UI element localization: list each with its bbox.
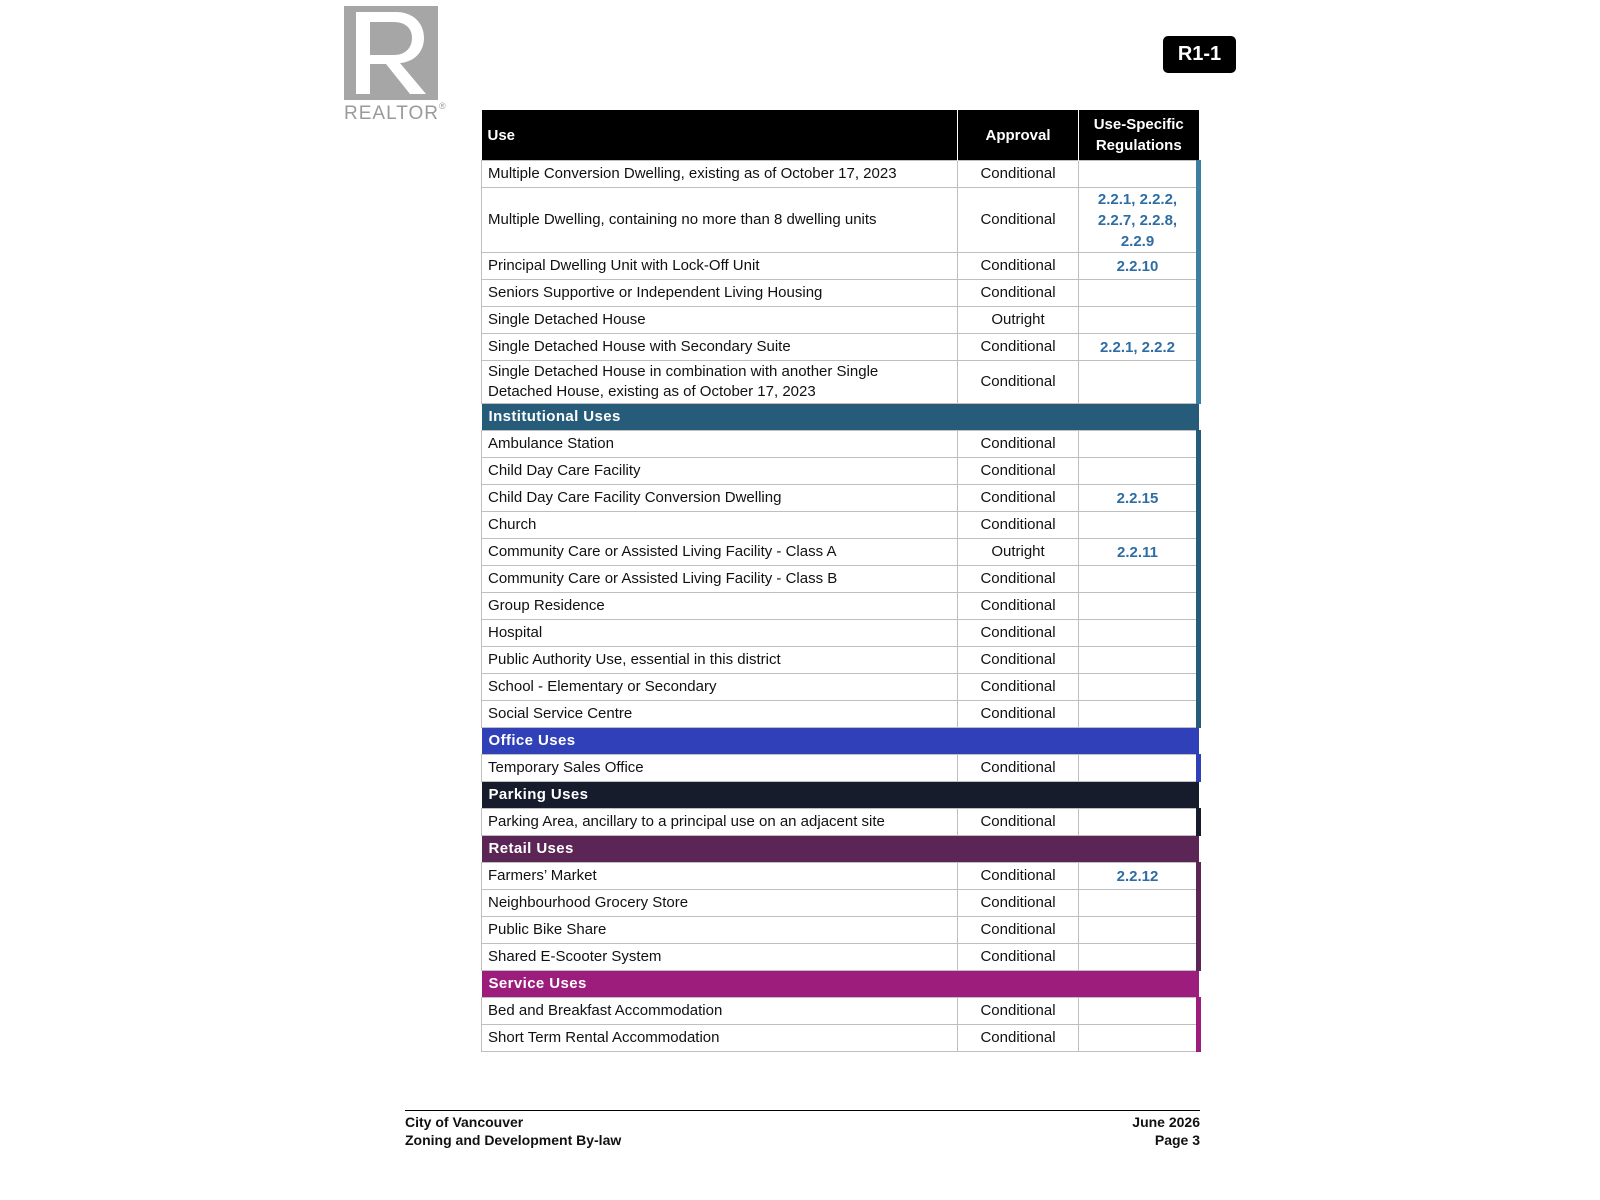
regulations-cell — [1079, 647, 1199, 674]
regulation-link[interactable]: 2.2.7, 2.2.8, — [1097, 211, 1178, 229]
table-row — [482, 863, 1199, 890]
section-title: Parking Uses — [482, 782, 1199, 809]
section-header-parking — [482, 782, 1199, 809]
regulations-cell — [1079, 566, 1199, 593]
regulation-link[interactable]: 2.2.15 — [1079, 485, 1199, 512]
approval-cell: Conditional — [958, 863, 1079, 890]
approval-cell: Conditional — [958, 917, 1079, 944]
approval-cell: Conditional — [958, 361, 1079, 404]
header-regulations: Use-Specific Regulations — [1079, 110, 1199, 161]
regulations-cell — [1079, 280, 1199, 307]
approval-cell: Conditional — [958, 458, 1079, 485]
regulation-link[interactable]: 2.2.9 — [1120, 232, 1155, 250]
approval-cell: Conditional — [958, 890, 1079, 917]
use-cell: Multiple Conversion Dwelling, existing as of October 17, 2023 — [482, 161, 958, 188]
use-cell: Church — [482, 512, 958, 539]
approval-cell: Conditional — [958, 701, 1079, 728]
table-row — [482, 431, 1199, 458]
use-cell: Hospital — [482, 620, 958, 647]
use-cell: Child Day Care Facility Conversion Dwelling — [482, 485, 958, 512]
regulation-link[interactable]: 2.2.12 — [1079, 863, 1199, 890]
regulations-cell — [1079, 161, 1199, 188]
regulations-cell — [1079, 1025, 1199, 1052]
approval-cell: Conditional — [958, 161, 1079, 188]
table-row — [482, 809, 1199, 836]
regulations-cell — [1079, 458, 1199, 485]
use-cell: Single Detached House in combination with another Single Detached House, existing as of October 17, 2023 — [482, 361, 958, 404]
regulation-link[interactable]: 2.2.1, 2.2.2 — [1079, 334, 1199, 361]
approval-cell: Conditional — [958, 809, 1079, 836]
table-row — [482, 917, 1199, 944]
table-row — [482, 307, 1199, 334]
approval-cell: Conditional — [958, 485, 1079, 512]
use-cell: Community Care or Assisted Living Facility - Class B — [482, 566, 958, 593]
approval-cell: Conditional — [958, 334, 1079, 361]
table-row — [482, 334, 1199, 361]
use-cell: Neighbourhood Grocery Store — [482, 890, 958, 917]
regulations-cell — [1079, 512, 1199, 539]
approval-cell: Conditional — [958, 998, 1079, 1025]
footer-doc-title: Zoning and Development By-law — [405, 1132, 622, 1148]
section-title: Institutional Uses — [482, 404, 1199, 431]
approval-cell: Conditional — [958, 512, 1079, 539]
use-cell: Single Detached House — [482, 307, 958, 334]
table-row — [482, 647, 1199, 674]
regulation-link[interactable]: 2.2.1, 2.2.2, — [1097, 190, 1178, 208]
use-cell: Child Day Care Facility — [482, 458, 958, 485]
section-header-service — [482, 971, 1199, 998]
use-cell: Public Bike Share — [482, 917, 958, 944]
approval-cell: Outright — [958, 539, 1079, 566]
table-header-row — [482, 110, 1199, 161]
table-row — [482, 188, 1199, 253]
regulations-cell — [1079, 809, 1199, 836]
footer-page-number: Page 3 — [1154, 1132, 1200, 1148]
regulation-link[interactable]: 2.2.10 — [1079, 253, 1199, 280]
table-row — [482, 755, 1199, 782]
table-row — [482, 458, 1199, 485]
use-cell: Bed and Breakfast Accommodation — [482, 998, 958, 1025]
section-title: Service Uses — [482, 971, 1199, 998]
use-cell: Ambulance Station — [482, 431, 958, 458]
realtor-wordmark: REALTOR® — [344, 101, 447, 124]
approval-cell: Conditional — [958, 755, 1079, 782]
regulations-cell — [1079, 307, 1199, 334]
use-cell: Farmers’ Market — [482, 863, 958, 890]
table-row — [482, 701, 1199, 728]
approval-cell: Conditional — [958, 431, 1079, 458]
use-cell: Group Residence — [482, 593, 958, 620]
use-cell: Community Care or Assisted Living Facility - Class A — [482, 539, 958, 566]
use-cell: Temporary Sales Office — [482, 755, 958, 782]
table-row — [482, 539, 1199, 566]
approval-cell: Conditional — [958, 593, 1079, 620]
footer-left — [405, 1113, 621, 1149]
header-use: Use — [482, 110, 958, 161]
approval-cell: Conditional — [958, 280, 1079, 307]
approval-cell: Conditional — [958, 944, 1079, 971]
use-cell: Single Detached House with Secondary Suite — [482, 334, 958, 361]
section-title: Office Uses — [482, 728, 1199, 755]
approval-cell: Conditional — [958, 647, 1079, 674]
table-row — [482, 998, 1199, 1025]
section-header-institutional — [482, 404, 1199, 431]
regulations-cell — [1079, 620, 1199, 647]
footer-right — [1132, 1113, 1200, 1149]
table-row — [482, 890, 1199, 917]
approval-cell: Conditional — [958, 188, 1079, 253]
regulations-cell — [1079, 188, 1199, 253]
regulations-cell — [1079, 998, 1199, 1025]
table-row — [482, 161, 1199, 188]
r-letter-icon — [344, 6, 438, 100]
use-cell: Seniors Supportive or Independent Living Housing — [482, 280, 958, 307]
regulations-cell — [1079, 701, 1199, 728]
table-row — [482, 674, 1199, 701]
table-row — [482, 361, 1199, 404]
footer-date: June 2026 — [1132, 1114, 1200, 1130]
header-approval: Approval — [958, 110, 1079, 161]
approval-cell: Conditional — [958, 566, 1079, 593]
regulations-cell — [1079, 944, 1199, 971]
regulations-cell — [1079, 890, 1199, 917]
table-row — [482, 593, 1199, 620]
use-cell: Parking Area, ancillary to a principal use on an adjacent site — [482, 809, 958, 836]
use-cell: Shared E-Scooter System — [482, 944, 958, 971]
approval-cell: Conditional — [958, 674, 1079, 701]
table-row — [482, 944, 1199, 971]
use-cell: Multiple Dwelling, containing no more than 8 dwelling units — [482, 188, 958, 253]
approval-cell: Conditional — [958, 253, 1079, 280]
approval-cell: Conditional — [958, 1025, 1079, 1052]
use-cell: Social Service Centre — [482, 701, 958, 728]
regulations-cell — [1079, 674, 1199, 701]
table-row — [482, 1025, 1199, 1052]
table-row — [482, 566, 1199, 593]
regulations-cell — [1079, 917, 1199, 944]
section-title: Retail Uses — [482, 836, 1199, 863]
zone-badge: R1-1 — [1163, 36, 1236, 73]
use-cell: Public Authority Use, essential in this district — [482, 647, 958, 674]
realtor-r-mark-icon — [344, 6, 438, 100]
section-header-retail — [482, 836, 1199, 863]
approval-cell: Conditional — [958, 620, 1079, 647]
section-header-office — [482, 728, 1199, 755]
footer-org: City of Vancouver — [405, 1114, 524, 1130]
table-row — [482, 253, 1199, 280]
realtor-logo — [344, 6, 448, 128]
approval-cell: Outright — [958, 307, 1079, 334]
regulations-cell — [1079, 755, 1199, 782]
regulation-link[interactable]: 2.2.11 — [1079, 539, 1199, 566]
table-row — [482, 485, 1199, 512]
footer-rule — [405, 1110, 1200, 1111]
regulations-cell — [1079, 593, 1199, 620]
regulations-cell — [1079, 361, 1199, 404]
regulations-cell — [1079, 431, 1199, 458]
use-cell: School - Elementary or Secondary — [482, 674, 958, 701]
use-cell: Short Term Rental Accommodation — [482, 1025, 958, 1052]
use-cell: Principal Dwelling Unit with Lock-Off Unit — [482, 253, 958, 280]
table-row — [482, 620, 1199, 647]
table-row — [482, 512, 1199, 539]
uses-table — [481, 110, 1201, 1052]
table-row — [482, 280, 1199, 307]
